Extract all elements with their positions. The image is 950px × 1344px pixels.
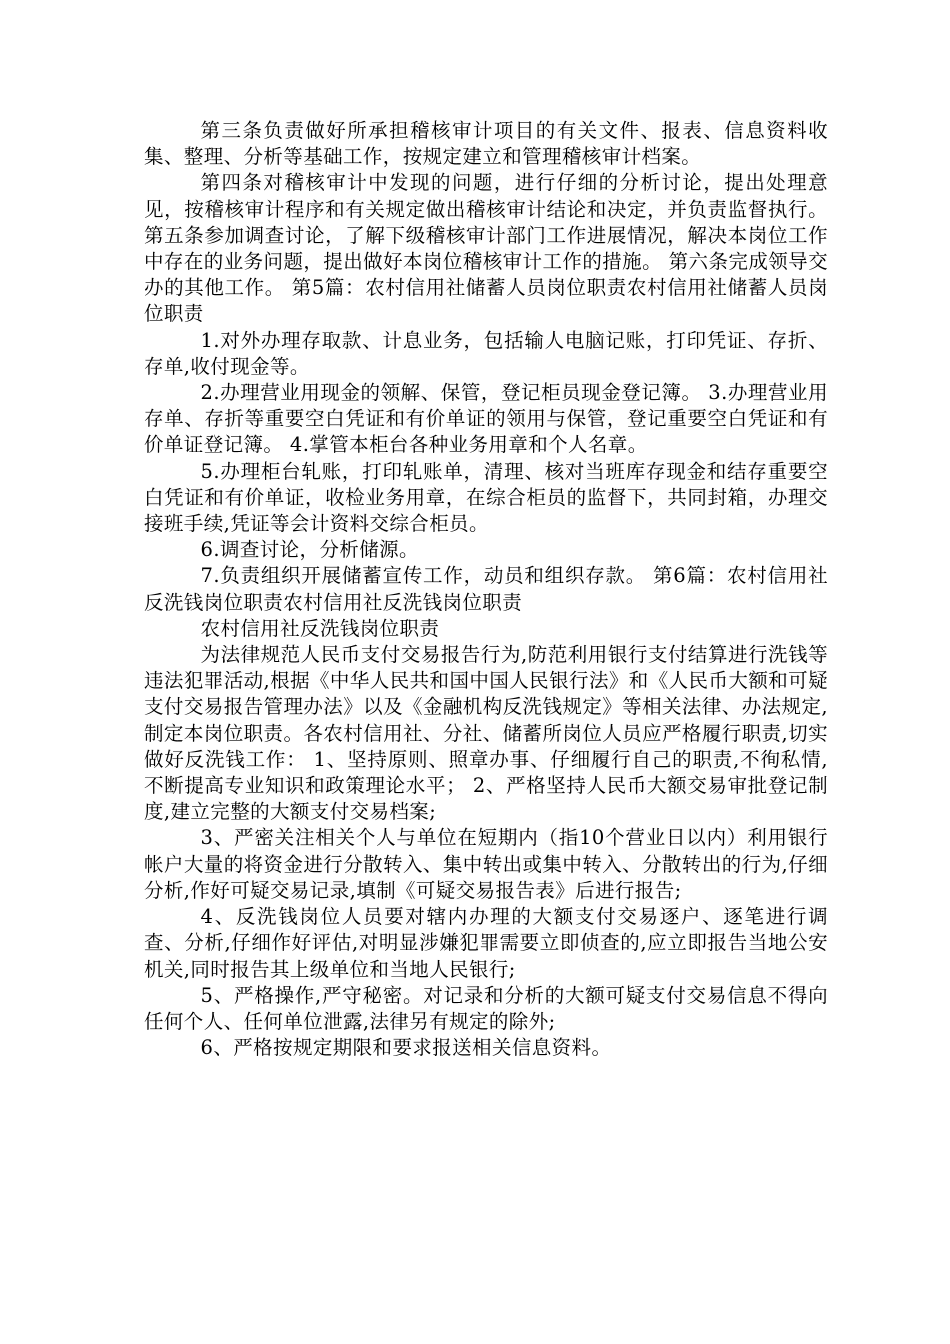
- paragraph-article-4-6: 第四条对稽核审计中发现的问题，进行仔细的分析讨论，提出处理意见，按稽核审计程序和有关规定做出稽核审计结论和决定，并负责监督执行。 第五条参加调查讨论，了解下级稽核审计部门工作进展情况，解决本岗位工作中存在的业务问题，提出做好本岗位稽核审计工作的措施。 第六条完成领导交办的其他工作。 第5篇：农村信用社储蓄人员岗位职责农村信用社储蓄人员岗位职责: [144, 171, 828, 326]
- paragraph-item-1: 1.对外办理存取款、计息业务，包括输人电脑记账，打印凭证、存折、存单,收付现金等。: [144, 328, 828, 378]
- paragraph-aml-3: 3、严密关注相关个人与单位在短期内（指10个营业日以内）利用银行帐户大量的将资金进行分散转入、集中转出或集中转入、分散转出的行为,仔细分析,作好可疑交易记录,填制《可疑交易报告表》后进行报告;: [144, 826, 828, 902]
- section-heading: 农村信用社反洗钱岗位职责: [200, 616, 440, 640]
- paragraph-aml-intro: 为法律规范人民币支付交易报告行为,防范利用银行支付结算进行洗钱等违法犯罪活动,根据《中华人民共和国中国人民银行法》和《人民币大额和可疑支付交易报告管理办法》以及《金融机构反洗钱规定》等相关法律、办法规定,制定本岗位职责。各农村信用社、分社、储蓄所岗位人员应严格履行职责,切实做好反洗钱工作： 1、坚持原则、照章办事、仔细履行自己的职责,不徇私情,不断提高专业知识和政策理论水平； 2、严格坚持人民币大额交易审批登记制度,建立完整的大额支付交易档案;: [144, 643, 828, 824]
- paragraph-aml-5: 5、严格操作,严守秘密。对记录和分析的大额可疑支付交易信息不得向任何个人、任何单位泄露,法律另有规定的除外;: [144, 983, 828, 1033]
- paragraph-item-7: 7.负责组织开展储蓄宣传工作，动员和组织存款。 第6篇：农村信用社反洗钱岗位职责农村信用社反洗钱岗位职责: [144, 564, 828, 614]
- document-page: [144, 118, 828, 1061]
- paragraph-item-2-4: 2.办理营业用现金的领解、保管，登记柜员现金登记簿。 3.办理营业用存单、存折等重要空白凭证和有价单证的领用与保管，登记重要空白凭证和有价单证登记簿。 4.掌管本柜台各种业务用章和个人名章。: [144, 381, 828, 457]
- paragraph-item-6: 6.调查讨论，分析储源。: [200, 538, 419, 562]
- paragraph-article-3: 第三条负责做好所承担稽核审计项目的有关文件、报表、信息资料收集、整理、分析等基础工作，按规定建立和管理稽核审计档案。: [144, 119, 828, 169]
- paragraph-aml-6: 6、严格按规定期限和要求报送相关信息资料。: [200, 1036, 612, 1060]
- paragraph-aml-4: 4、反洗钱岗位人员要对辖内办理的大额支付交易逐户、逐笔进行调查、分析,仔细作好评估,对明显涉嫌犯罪需要立即侦查的,应立即报告当地公安机关,同时报告其上级单位和当地人民银行;: [144, 905, 828, 981]
- paragraph-item-5: 5.办理柜台轧账，打印轧账单，清理、核对当班库存现金和结存重要空白凭证和有价单证，收检业务用章，在综合柜员的监督下，共同封箱，办理交接班手续,凭证等会计资料交综合柜员。: [144, 459, 828, 536]
